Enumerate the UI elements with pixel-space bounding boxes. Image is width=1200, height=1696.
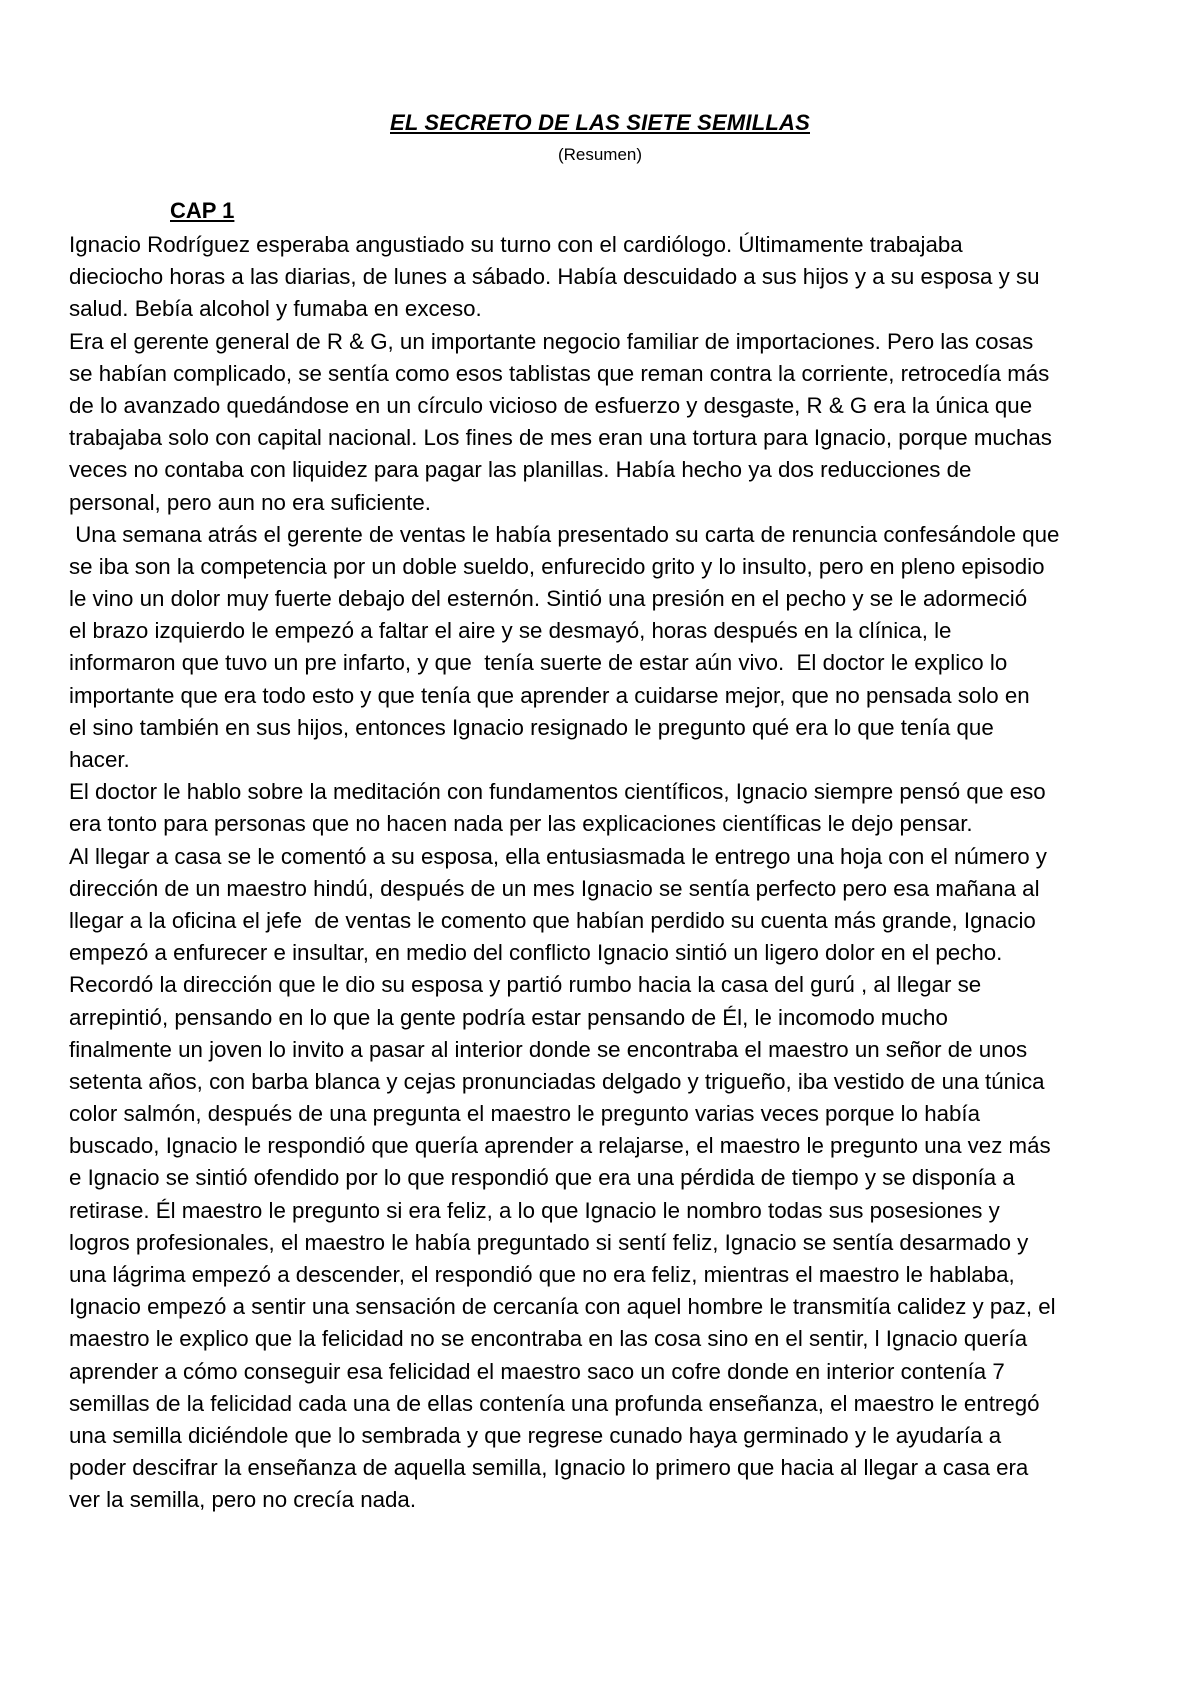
body-line: el brazo izquierdo le empezó a faltar el aire y se desmayó, horas después en la clínica, le [69,618,952,644]
body-line: semillas de la felicidad cada una de ellas contenía una profunda enseñanza, el maestro le entregó [69,1390,1040,1416]
body-line: Una semana atrás el gerente de ventas le había presentado su carta de renuncia confesándole que [69,521,1060,547]
body-line: dirección de un maestro hindú, después de un mes Ignacio se sentía perfecto pero esa mañana al [69,875,1040,901]
body-line: de lo avanzado quedándose en un círculo vicioso de esfuerzo y desgaste, R & G era la única que [69,392,1033,418]
body-line: una lágrima empezó a descender, el respondió que no era feliz, mientras el maestro le hablaba, [69,1262,1015,1287]
body-line: se iba son la competencia por un doble sueldo, enfurecido grito y lo insulto, pero en pleno episodio [69,553,1045,579]
body-line: buscado, Ignacio le respondió que quería aprender a relajarse, el maestro le pregunto una vez más [69,1133,1051,1159]
body-line: maestro le explico que la felicidad no se encontraba en las cosa sino en el sentir, l Ignacio quería [69,1326,1028,1352]
chapter-heading: CAP 1 [170,198,235,223]
body-line: empezó a enfurecer e insultar, en medio del conflicto Ignacio sintió un ligero dolor en el pecho. [69,940,1003,966]
body-line: setenta años, con barba blanca y cejas pronunciadas delgado y trigueño, iba vestido de una túnica [69,1068,1045,1094]
document-title: EL SECRETO DE LAS SIETE SEMILLAS [390,110,810,135]
body-line: personal, pero aun no era suficiente. [69,489,431,515]
body-line: salud. Bebía alcohol y fumaba en exceso. [69,296,482,322]
body-line: el sino también en sus hijos, entonces Ignacio resignado le pregunto qué era lo que tenía que [69,714,994,740]
body-line: Ignacio Rodríguez esperaba angustiado su turno con el cardiólogo. Últimamente trabajaba [69,232,963,257]
body-line: finalmente un joven lo invito a pasar al interior donde se encontraba el maestro un señor de unos [69,1036,1028,1062]
body-line: dieciocho horas a las diarias, de lunes a sábado. Había descuidado a sus hijos y a su esposa y su [69,264,1040,290]
body-line: e Ignacio se sintió ofendido por lo que respondió que era una pérdida de tiempo y se disponía a [69,1165,1015,1191]
body-line: una semilla diciéndole que lo sembrada y que regrese cunado haya germinado y le ayudaría a [69,1422,1002,1448]
body-line: Era el gerente general de R & G, un importante negocio familiar de importaciones. Pero las cosas [69,328,1034,354]
body-line: Ignacio empezó a sentir una sensación de cercanía con aquel hombre le transmitía calidez y paz, el [69,1294,1056,1320]
body-line: Recordó la dirección que le dio su esposa y partió rumbo hacia la casa del gurú , al llegar se [69,972,982,998]
body-line: trabajaba solo con capital nacional. Los fines de mes eran una tortura para Ignacio, porque muchas [69,425,1052,451]
body-line: era tonto para personas que no hacen nada per las explicaciones científicas le dejo pensar. [69,811,973,837]
body-line: le vino un dolor muy fuerte debajo del esternón. Sintió una presión en el pecho y se le adormeció [69,586,1028,612]
body-line: se habían complicado, se sentía como esos tablistas que reman contra la corriente, retrocedía más [69,360,1050,386]
body-line: arrepintió, pensando en lo que la gente podría estar pensando de Él, le incomodo mucho [69,1004,948,1030]
body-line: retirase. Él maestro le pregunto si era feliz, a lo que Ignacio le nombro todas sus posesiones y [69,1197,1000,1223]
body-line: logros profesionales, el maestro le había preguntado si sentí feliz, Ignacio se sentía desarmado y [69,1229,1029,1255]
body-line: poder descifrar la enseñanza de aquella semilla, Ignacio lo primero que hacia al llegar a casa era [69,1455,1029,1481]
body-line: veces no contaba con liquidez para pagar las planillas. Había hecho ya dos reducciones de [69,457,972,483]
body-line: aprender a cómo conseguir esa felicidad el maestro saco un cofre donde en interior contenía 7 [69,1358,1005,1384]
body-line: Al llegar a casa se le comentó a su esposa, ella entusiasmada le entrego una hoja con el número y [69,843,1047,869]
document-subtitle: (Resumen) [557,145,643,164]
body-line: hacer. [69,747,130,772]
body-line: informaron que tuvo un pre infarto, y que tenía suerte de estar aún vivo. El doctor le explico lo [69,650,1008,676]
body-line: importante que era todo esto y que tenía que aprender a cuidarse mejor, que no pensada solo en [69,682,1030,708]
body-line: ver la semilla, pero no crecía nada. [69,1487,417,1513]
body-paragraphs [69,229,1131,1517]
body-line: llegar a la oficina el jefe de ventas le comento que habían perdido su cuenta más grande, Ignacio [69,907,1036,933]
body-line: El doctor le hablo sobre la meditación con fundamentos científicos, Ignacio siempre pensó que eso [69,779,1046,805]
body-line: color salmón, después de una pregunta el maestro le pregunto varias veces porque lo había [69,1101,981,1127]
